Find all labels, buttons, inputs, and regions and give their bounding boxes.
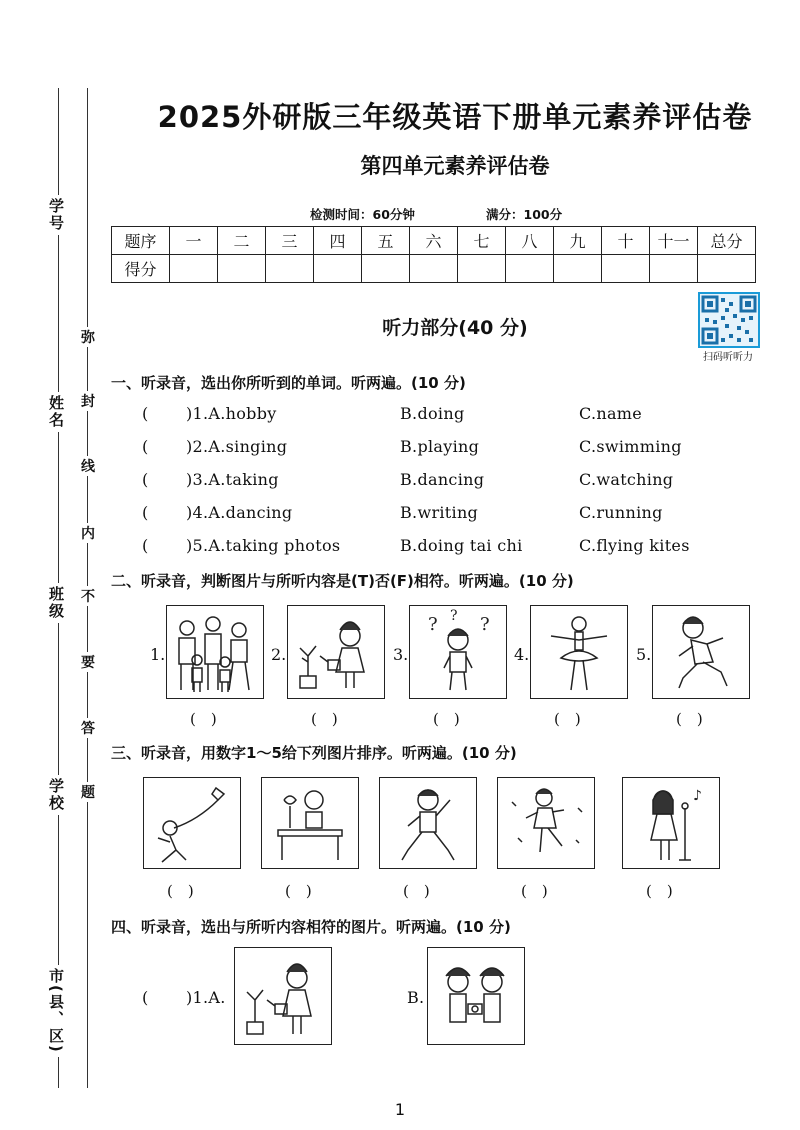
time-label: 检测时间：60分钟 — [310, 207, 415, 222]
answer-blank[interactable]: ( ) — [190, 710, 217, 728]
svg-text:?: ? — [428, 614, 438, 635]
section4-title: 四、听录音，选出与所听内容相符的图片。听两遍。(10 分) — [111, 918, 511, 936]
score-input-cell[interactable] — [362, 255, 410, 283]
girl-skating-picture — [497, 777, 595, 869]
section1-title: 一、听录音，选出你所听到的单词。听两遍。(10 分) — [111, 374, 466, 392]
score-input-cell[interactable] — [506, 255, 554, 283]
answer-paren[interactable]: ( — [142, 437, 149, 456]
boy-flying-kite-picture — [143, 777, 241, 869]
option-b-label: B. — [407, 988, 425, 1007]
answer-blank[interactable]: ( ) — [521, 882, 548, 900]
option-b: B.doing tai chi — [400, 536, 523, 555]
city-label: 市(县、区) — [46, 965, 67, 1057]
seal-char: 要 — [78, 652, 98, 672]
picture-number: 4. — [514, 645, 530, 664]
answer-paren[interactable]: ( — [142, 470, 149, 489]
full-score-label: 满分：100分 — [486, 207, 563, 222]
answer-blank[interactable]: ( ) — [676, 710, 703, 728]
option-a: )3.A.taking — [186, 470, 279, 489]
score-input-cell[interactable] — [170, 255, 218, 283]
option-b: B.dancing — [400, 470, 485, 489]
option-a: )4.A.dancing — [186, 503, 293, 522]
picture-number: 3. — [393, 645, 409, 664]
picture-number: 2. — [271, 645, 287, 664]
svg-text:♪: ♪ — [693, 788, 702, 804]
score-cell: 五 — [362, 227, 410, 255]
exam-subtitle: 第四单元素养评估卷 — [360, 154, 550, 178]
answer-paren[interactable]: ( — [142, 503, 149, 522]
answer-blank[interactable]: ( ) — [554, 710, 581, 728]
option-c: C.watching — [579, 470, 674, 489]
seal-char: 不 — [78, 586, 98, 606]
option-b: B.writing — [400, 503, 479, 522]
qr-caption: 扫码听听力 — [703, 352, 753, 363]
option-a: )2.A.singing — [186, 437, 288, 456]
option-c: C.running — [579, 503, 663, 522]
answer-paren[interactable]: ( — [142, 536, 149, 555]
answer-blank[interactable]: ( ) — [285, 882, 312, 900]
score-input-cell[interactable] — [602, 255, 650, 283]
picture-number: 5. — [636, 645, 652, 664]
answer-blank[interactable]: ( ) — [167, 882, 194, 900]
student-number-label: 学号 — [46, 195, 67, 235]
boy-running-picture — [652, 605, 750, 699]
answer-blank[interactable]: ( ) — [433, 710, 460, 728]
seal-char: 封 — [78, 391, 98, 411]
score-input-cell[interactable] — [554, 255, 602, 283]
score-input-cell[interactable] — [218, 255, 266, 283]
score-input-cell[interactable] — [458, 255, 506, 283]
section3-title: 三、听录音，用数字1～5给下列图片排序。听两遍。(10 分) — [111, 744, 517, 762]
seal-char: 弥 — [78, 327, 98, 347]
score-table — [111, 226, 756, 283]
score-cell: 六 — [410, 227, 458, 255]
score-input-cell[interactable] — [698, 255, 756, 283]
confused-girl-picture — [409, 605, 507, 699]
score-input-cell[interactable] — [314, 255, 362, 283]
boy-doing-tai-chi-picture — [379, 777, 477, 869]
svg-text:?: ? — [450, 608, 458, 624]
score-cell: 三 — [266, 227, 314, 255]
school-label: 学校 — [46, 775, 67, 815]
score-cell: 总分 — [698, 227, 756, 255]
score-table-header-row — [112, 227, 756, 255]
seal-char: 答 — [78, 718, 98, 738]
option-a: )5.A.taking photos — [186, 536, 341, 555]
girl-watering-plants-picture[interactable] — [234, 947, 332, 1045]
score-cell: 四 — [314, 227, 362, 255]
score-input-cell[interactable] — [410, 255, 458, 283]
score-cell: 十 — [602, 227, 650, 255]
score-table-score-row — [112, 255, 756, 283]
score-cell: 八 — [506, 227, 554, 255]
option-c: C.swimming — [579, 437, 682, 456]
section2-title: 二、听录音，判断图片与所听内容是(T)否(F)相符。听两遍。(10 分) — [111, 572, 574, 590]
option-b: B.doing — [400, 404, 465, 423]
svg-text:?: ? — [480, 614, 490, 635]
score-input-cell[interactable] — [650, 255, 698, 283]
answer-blank[interactable]: ( ) — [646, 882, 673, 900]
option-c: C.flying kites — [579, 536, 690, 555]
answer-blank[interactable]: ( ) — [311, 710, 338, 728]
score-cell: 十一 — [650, 227, 698, 255]
family-picture — [166, 605, 264, 699]
children-taking-photos-picture[interactable] — [427, 947, 525, 1045]
page-number: 1 — [394, 1100, 406, 1119]
seal-char: 线 — [78, 456, 98, 476]
option-c: C.name — [579, 404, 643, 423]
seal-char: 题 — [78, 782, 98, 802]
score-cell: 题序 — [112, 227, 170, 255]
girl-watering-plants-picture — [287, 605, 385, 699]
answer-blank[interactable]: ( ) — [403, 882, 430, 900]
answer-paren[interactable]: ( — [142, 404, 149, 423]
score-cell: 二 — [218, 227, 266, 255]
score-cell: 九 — [554, 227, 602, 255]
option-a: )1.A.hobby — [186, 404, 277, 423]
boy-drawing-picture — [261, 777, 359, 869]
girl-singing-picture — [622, 777, 720, 869]
score-cell: 七 — [458, 227, 506, 255]
exam-title: 2025外研版三年级英语下册单元素养评估卷 — [157, 100, 753, 134]
ballet-dancer-picture — [530, 605, 628, 699]
name-label: 姓名 — [46, 392, 67, 432]
part-title: 听力部分(40 分) — [382, 317, 528, 339]
picture-number: 1. — [150, 645, 166, 664]
score-cell: 一 — [170, 227, 218, 255]
seal-char: 内 — [78, 523, 98, 543]
score-input-cell[interactable] — [266, 255, 314, 283]
answer-paren[interactable]: ( — [142, 988, 149, 1007]
class-label: 班级 — [46, 583, 67, 623]
score-row-label: 得分 — [112, 255, 170, 283]
option-a-label: )1.A. — [186, 988, 226, 1007]
option-b: B.playing — [400, 437, 480, 456]
